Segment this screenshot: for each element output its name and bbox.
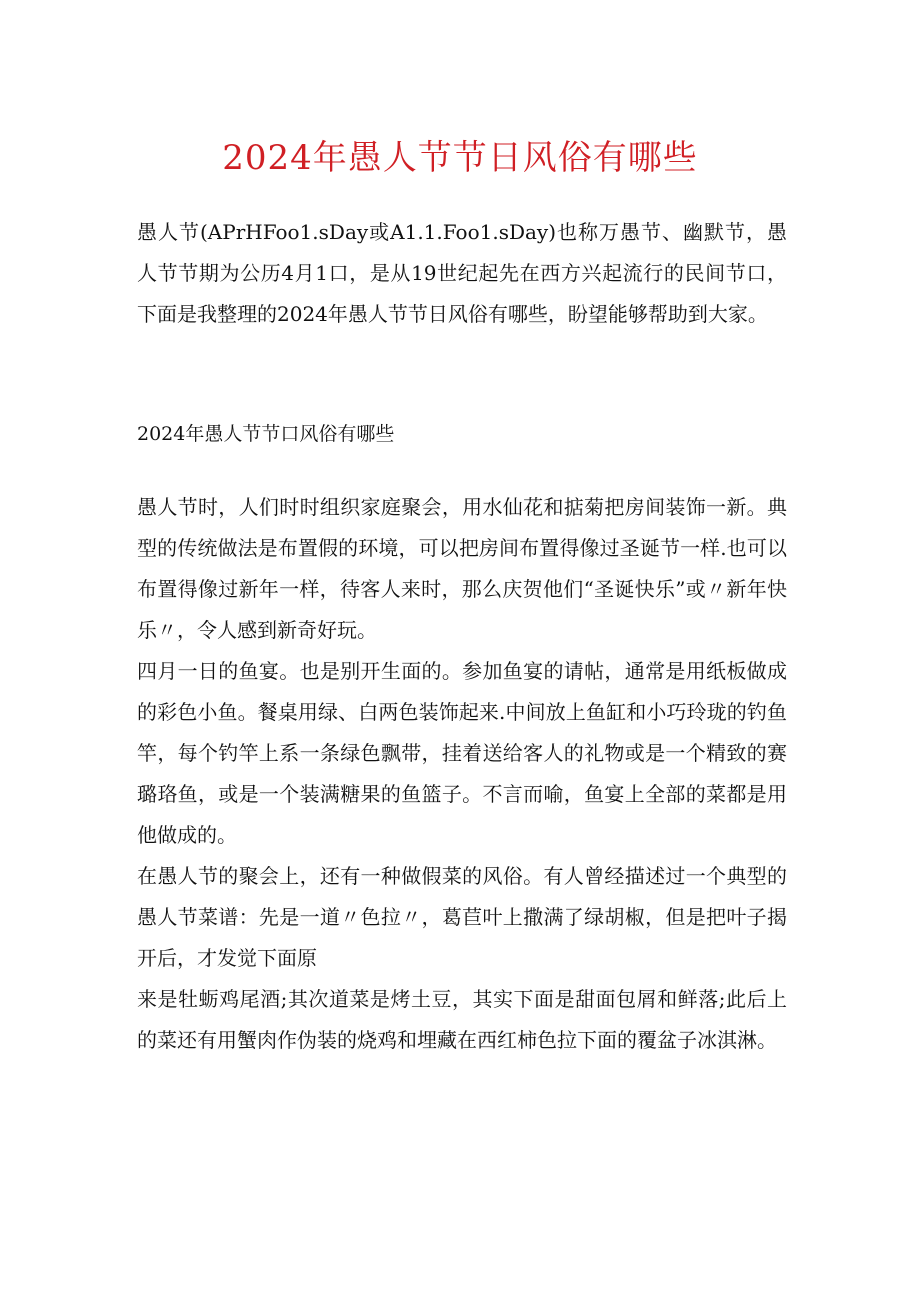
paragraph-fake-dishes: 在愚人节的聚会上，还有一种做假菜的风俗。有人曾经描述过一个典型的愚人节菜谱：先是一道〃色拉〃，葛苣叶上撒满了绿胡椒，但是把叶子揭开后，才发觉下面原 bbox=[137, 864, 787, 970]
paragraph-fish-feast: 四月一日的鱼宴。也是别开生面的。参加鱼宴的请帖，通常是用纸板做成的彩色小鱼。餐桌用绿、白两色装饰起来.中间放上鱼缸和小巧玲珑的钓鱼竿，每个钓竿上系一条绿色飘带，挂着送给客人的礼物或是一个精致的赛璐珞鱼，或是一个装满糖果的鱼篮子。不言而喻，鱼宴上全部的菜都是用他做成的。 bbox=[137, 659, 787, 847]
body-text bbox=[137, 487, 787, 1061]
document-title: 2024年愚人节节日风俗有哪些 bbox=[222, 138, 698, 178]
paragraph-menu-continued: 来是牡蛎鸡尾酒;其次道菜是烤土豆，其实下面是甜面包屑和鲜落;此后上的菜还有用蟹肉作伪装的烧鸡和埋藏在西红柿色拉下面的覆盆子冰淇淋。 bbox=[137, 987, 787, 1052]
section-heading: 2024年愚人节节口风俗有哪些 bbox=[137, 423, 395, 445]
paragraph-decoration: 愚人节时，人们时时组织家庭聚会，用水仙花和掂菊把房间装饰一新。典型的传统做法是布置假的环境，可以把房间布置得像过圣诞节一样.也可以布置得像过新年一样，待客人来时，那么庆贺他们“圣诞快乐”或〃新年快乐〃，令人感到新奇好玩。 bbox=[137, 495, 787, 642]
intro-paragraph: 愚人节(APrHFoo1.sDay或A1.1.Foo1.sDay)也称万愚节、幽默节，愚人节节期为公历4月1口，是从19世纪起先在西方兴起流行的民间节口，下面是我整理的2024年愚人节节日风俗有哪些，盼望能够帮助到大家。 bbox=[137, 220, 787, 326]
